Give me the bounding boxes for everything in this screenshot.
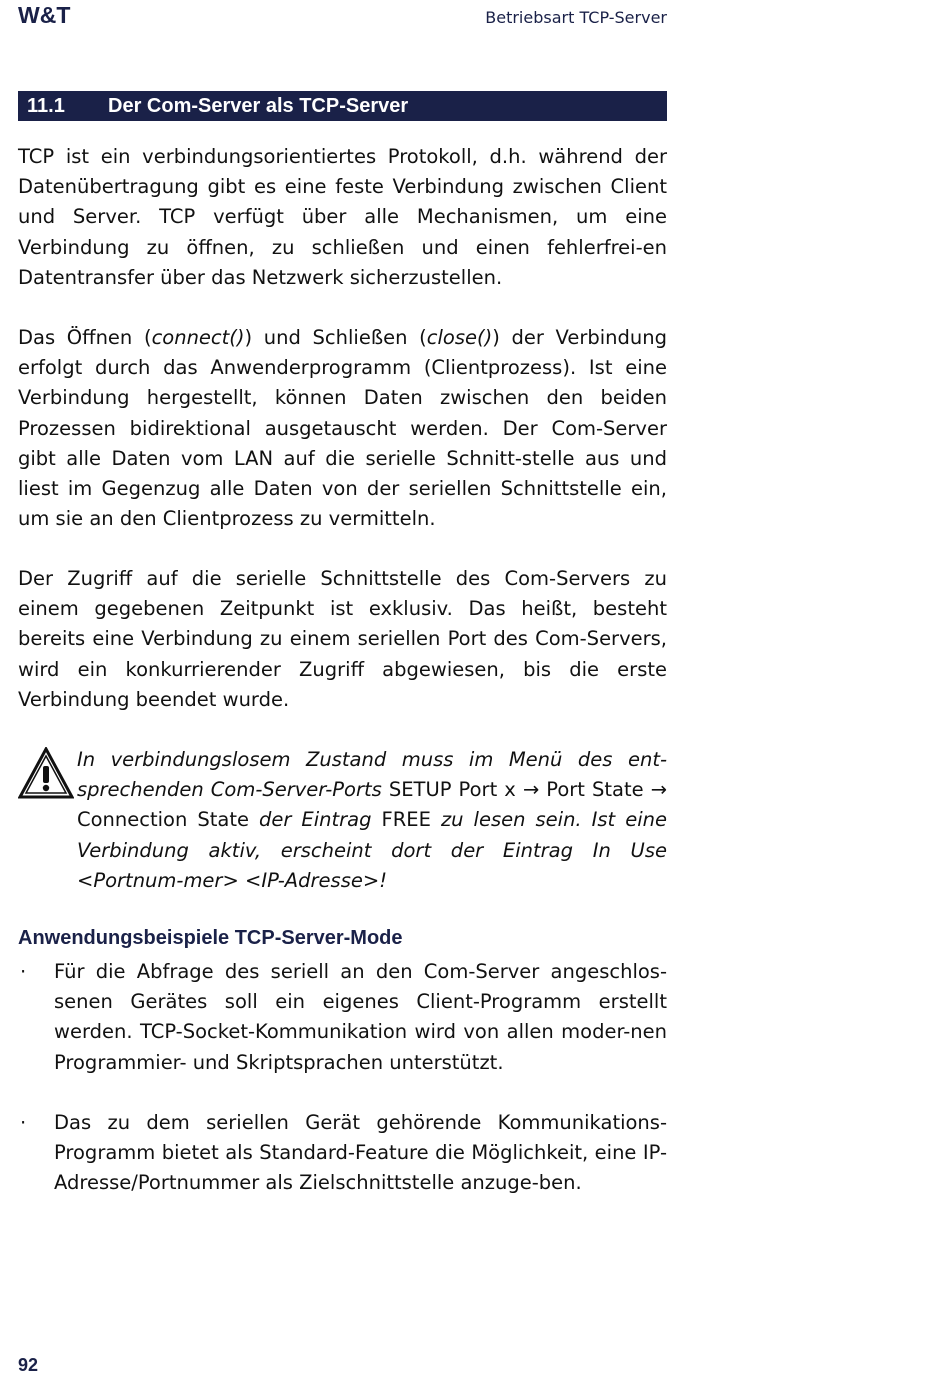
examples-list <box>18 957 667 1228</box>
code-term: connect() <box>151 326 245 349</box>
running-head: Betriebsart TCP-Server <box>485 8 667 27</box>
list-item-text: Das zu dem seriellen Gerät gehörende Kommunikations-Programm bietet als Standard-Feature die Möglichkeit, eine IP-Adresse/Portnummer als Zielschnittstelle anzuge-ben. <box>54 1110 667 1195</box>
page-number: 92 <box>18 1355 39 1375</box>
list-item <box>18 1108 667 1199</box>
menu-path: SETUP Port x → Port State → Connection State <box>77 778 668 832</box>
text-run: ) der Verbindung erfolgt durch das Anwenderprogramm (Clientprozess). Ist eine Verbindung hergestellt, können Daten zwischen den beiden Prozessen bidirektional ausgetauscht werden. Der Com-Server gibt alle Daten vom LAN auf die serielle Schnitt-stelle aus und liest im Gegenzug alle Daten von der seriellen Schnittstelle ein, um sie an den Clientprozess zu vermitteln. <box>18 326 667 531</box>
warning-notice <box>18 745 667 896</box>
bullet-icon: · <box>20 1110 27 1134</box>
section-heading-bar <box>18 91 667 121</box>
section-number: 11.1 <box>27 95 65 117</box>
code-term: close() <box>426 326 493 349</box>
list-item-text: Für die Abfrage des seriell an den Com-Server angeschlos-senen Gerätes soll ein eigenes Client-Programm erstellt werden. TCP-Socket-Kommunikation wird von allen moder-nen Programmier- und Skriptsprachen unterstützt. <box>54 960 667 1074</box>
body-paragraph: TCP ist ein verbindungsorientiertes Protokoll, d.h. während der Datenübertragung gibt es eine feste Verbindung zwischen Client und Server. TCP verfügt über alle Mechanismen, um eine Verbindung zu öffnen, zu schließen und einen fehlerfrei-en Datentransfer über das Netzwerk sicherzustellen. <box>18 145 667 289</box>
list-item <box>18 957 667 1078</box>
notice-text <box>77 745 667 896</box>
bullet-icon: · <box>20 960 27 983</box>
text-run: zu lesen sein. Ist eine Verbindung aktiv, erscheint dort der Eintrag In Use <Portnum-mer> <IP-Adresse>! <box>77 808 667 892</box>
text-run: In verbindungslosem Zustand muss im Menü des ent-sprechenden Com-Server-Ports <box>77 748 667 802</box>
brand-logo: W&T <box>18 2 71 28</box>
text-run: der Eintrag <box>248 808 382 832</box>
section-title: Der Com-Server als TCP-Server <box>108 95 409 117</box>
text-run: ) und Schließen ( <box>244 326 427 349</box>
body-paragraph: Der Zugriff auf die serielle Schnittstelle des Com-Servers zu einem gegebenen Zeitpunkt ist exklusiv. Das heißt, besteht bereits eine Verbindung zu einem seriellen Port des Com-Servers, wird ein konkurrierender Zugriff abgewiesen, bis die erste Verbindung beendet wurde. <box>18 567 667 711</box>
examples-heading: Anwendungsbeispiele TCP-Server-Mode <box>18 927 403 949</box>
body-paragraph <box>18 323 667 534</box>
state-value: FREE <box>381 808 431 832</box>
text-run: Das Öffnen ( <box>18 326 152 349</box>
